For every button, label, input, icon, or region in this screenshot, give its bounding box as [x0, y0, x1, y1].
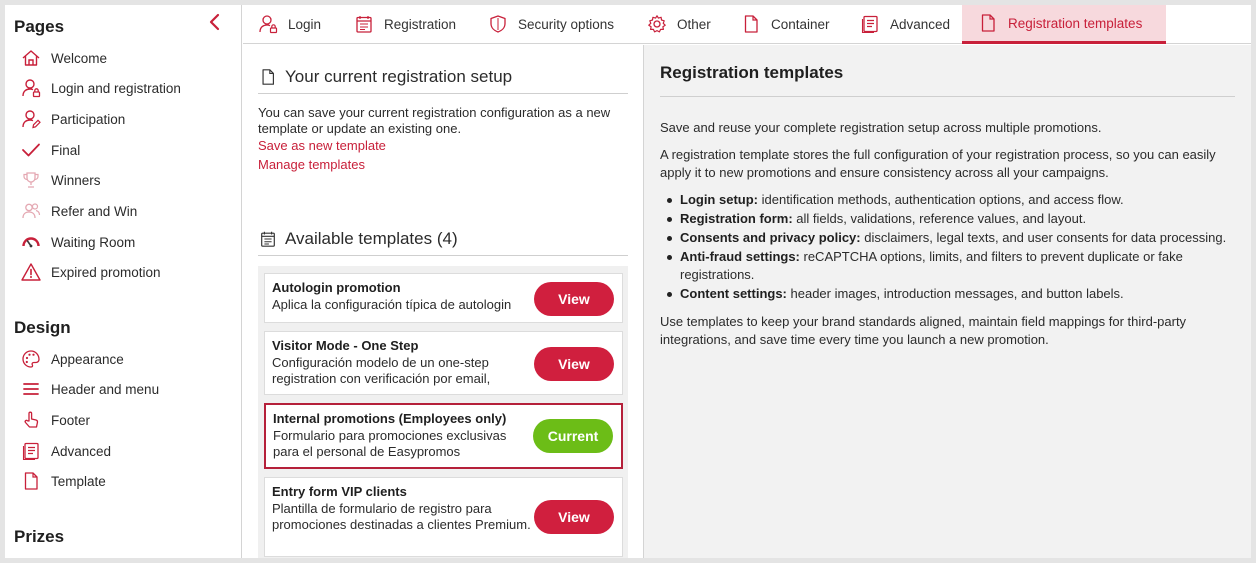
tab-container[interactable] — [740, 5, 830, 43]
sidebar-item-participation[interactable] — [20, 106, 230, 132]
sidebar-item-advanced[interactable] — [20, 438, 230, 464]
tab-bar — [243, 5, 1251, 44]
user-lock-icon — [20, 77, 42, 99]
view-template-button[interactable]: View — [534, 347, 614, 381]
document-list-icon — [859, 13, 881, 35]
users-icon — [20, 200, 42, 222]
help-item-term: Registration form: — [680, 211, 793, 226]
sidebar-item-label: Waiting Room — [51, 234, 136, 250]
user-edit-icon — [20, 108, 42, 130]
calendar-list-icon — [258, 229, 278, 249]
document-list-icon — [20, 440, 42, 462]
current-setup-header — [258, 67, 628, 94]
help-item-term: Consents and privacy policy: — [680, 230, 861, 245]
template-card-current — [264, 403, 623, 469]
file-icon — [740, 13, 762, 35]
shield-icon — [487, 13, 509, 35]
manage-templates-link[interactable]: Manage templates — [258, 157, 365, 172]
sidebar-section-design: Design — [14, 318, 71, 337]
sidebar-item-label: Login and registration — [51, 80, 181, 96]
help-item-text: disclaimers, legal texts, and user consents for data processing. — [860, 230, 1227, 245]
templates-list — [258, 266, 628, 558]
template-name: Autologin promotion — [272, 280, 401, 295]
help-item-text: identification methods, authentication options, and access flow. — [758, 192, 1124, 207]
sidebar-item-winners[interactable] — [20, 167, 230, 193]
help-paragraph-intro: Save and reuse your complete registration setup across multiple promotions. — [660, 120, 1102, 135]
help-item-term: Content settings: — [680, 285, 787, 301]
tab-label: Registration templates — [1008, 15, 1143, 31]
gear-icon — [646, 13, 668, 35]
template-description: Plantilla de formulario de registro para promociones destinadas a clientes Premium. — [272, 501, 531, 532]
sidebar-item-label: Footer — [51, 412, 91, 428]
hand-pointer-icon — [20, 409, 42, 431]
file-icon — [977, 12, 999, 34]
template-name: Internal promotions (Employees only) — [273, 411, 507, 426]
sidebar-item-label: Welcome — [51, 50, 108, 66]
template-description: Configuración modelo de un one-step registration con verificación por email, — [272, 355, 491, 386]
sidebar-item-welcome[interactable] — [20, 45, 230, 71]
sidebar-item-header-and-menu[interactable] — [20, 376, 230, 402]
help-list-item — [660, 191, 1240, 209]
sidebar-item-label: Template — [51, 473, 106, 489]
check-icon — [20, 139, 42, 161]
help-feature-list — [660, 191, 1240, 304]
sidebar-item-label: Refer and Win — [51, 203, 138, 219]
sidebar-item-login-registration[interactable] — [20, 75, 230, 101]
sidebar — [5, 5, 242, 558]
view-template-button[interactable]: View — [534, 500, 614, 534]
tab-label: Container — [771, 16, 830, 32]
sidebar-section-prizes: Prizes — [14, 527, 65, 546]
help-panel — [643, 45, 1251, 558]
sidebar-section-pages: Pages — [14, 17, 65, 36]
sidebar-item-label: Winners — [51, 172, 101, 188]
warning-icon — [20, 261, 42, 283]
sidebar-item-footer[interactable] — [20, 407, 230, 433]
user-lock-icon — [257, 13, 279, 35]
gauge-icon — [20, 231, 42, 253]
file-icon — [258, 67, 278, 87]
collapse-sidebar-icon[interactable] — [206, 13, 224, 31]
available-templates-title: Available templates (4) — [285, 229, 458, 248]
trophy-icon — [20, 169, 42, 191]
sidebar-item-final[interactable] — [20, 137, 230, 163]
template-card — [264, 331, 623, 395]
help-item-text: all fields, validations, reference values, and layout. — [792, 211, 1087, 226]
file-icon — [20, 470, 42, 492]
help-paragraph-usage: Use templates to keep your brand standards aligned, maintain field mappings for third-party integrations, and save time every time you launch a new promotion. — [660, 314, 1187, 347]
help-title: Registration templates — [660, 63, 1235, 97]
sidebar-item-label: Advanced — [51, 443, 112, 459]
sidebar-item-template[interactable] — [20, 468, 230, 494]
sidebar-item-label: Appearance — [51, 351, 124, 367]
template-name: Entry form VIP clients — [272, 484, 407, 499]
sidebar-item-label: Participation — [51, 111, 126, 127]
tab-security-options[interactable] — [487, 5, 614, 43]
tab-label: Security options — [518, 16, 615, 32]
current-setup-title: Your current registration setup — [285, 67, 513, 86]
help-list-item — [660, 248, 1240, 283]
current-template-button[interactable]: Current — [533, 419, 613, 453]
tab-registration[interactable] — [353, 5, 456, 43]
tab-advanced[interactable] — [859, 5, 950, 43]
sidebar-item-expired-promotion[interactable] — [20, 259, 230, 285]
save-as-new-template-link[interactable]: Save as new template — [258, 138, 386, 153]
template-description: Aplica la configuración típica de autologin — [272, 297, 512, 312]
palette-icon — [20, 348, 42, 370]
templates-panel — [243, 45, 643, 558]
view-template-button[interactable]: View — [534, 282, 614, 316]
sidebar-item-appearance[interactable] — [20, 346, 230, 372]
sidebar-item-waiting-room[interactable] — [20, 229, 230, 255]
tab-label: Other — [677, 16, 711, 32]
app-frame — [5, 5, 1251, 558]
tab-other[interactable] — [646, 5, 711, 43]
help-list-item — [660, 229, 1240, 247]
home-icon — [20, 47, 42, 69]
tab-login[interactable] — [257, 5, 321, 43]
current-setup-description: You can save your current registration configuration as a new template or update an existing one. — [258, 105, 611, 136]
sidebar-item-refer-and-win[interactable] — [20, 198, 230, 224]
tab-label: Advanced — [890, 16, 951, 32]
template-card — [264, 273, 623, 323]
sidebar-item-label: Final — [51, 142, 81, 158]
help-paragraph-description: A registration template stores the full configuration of your registration process, so you can easily apply it to new promotions and ensure consistency across all your campaigns. — [660, 147, 1216, 180]
help-item-term: Login setup: — [680, 192, 758, 207]
help-item-text: header images, introduction messages, and button labels. — [786, 285, 1124, 301]
tab-label: Registration — [384, 16, 457, 32]
tab-registration-templates[interactable] — [962, 5, 1166, 44]
help-list-item — [660, 285, 1240, 303]
template-name: Visitor Mode - One Step — [272, 338, 419, 353]
help-item-text: reCAPTCHA options, limits, and filters to prevent duplicate or fake registrations. — [680, 249, 1183, 282]
help-list-item — [660, 210, 1240, 228]
help-item-term: Anti-fraud settings: — [680, 249, 800, 264]
template-description: Formulario para promociones exclusivas para el personal de Easypromos — [273, 428, 507, 459]
calendar-list-icon — [353, 13, 375, 35]
sidebar-item-label: Header and menu — [51, 381, 160, 397]
available-templates-header — [258, 229, 628, 256]
menu-icon — [20, 378, 42, 400]
template-card — [264, 477, 623, 557]
tab-label: Login — [288, 16, 322, 32]
sidebar-item-label: Expired promotion — [51, 264, 161, 280]
